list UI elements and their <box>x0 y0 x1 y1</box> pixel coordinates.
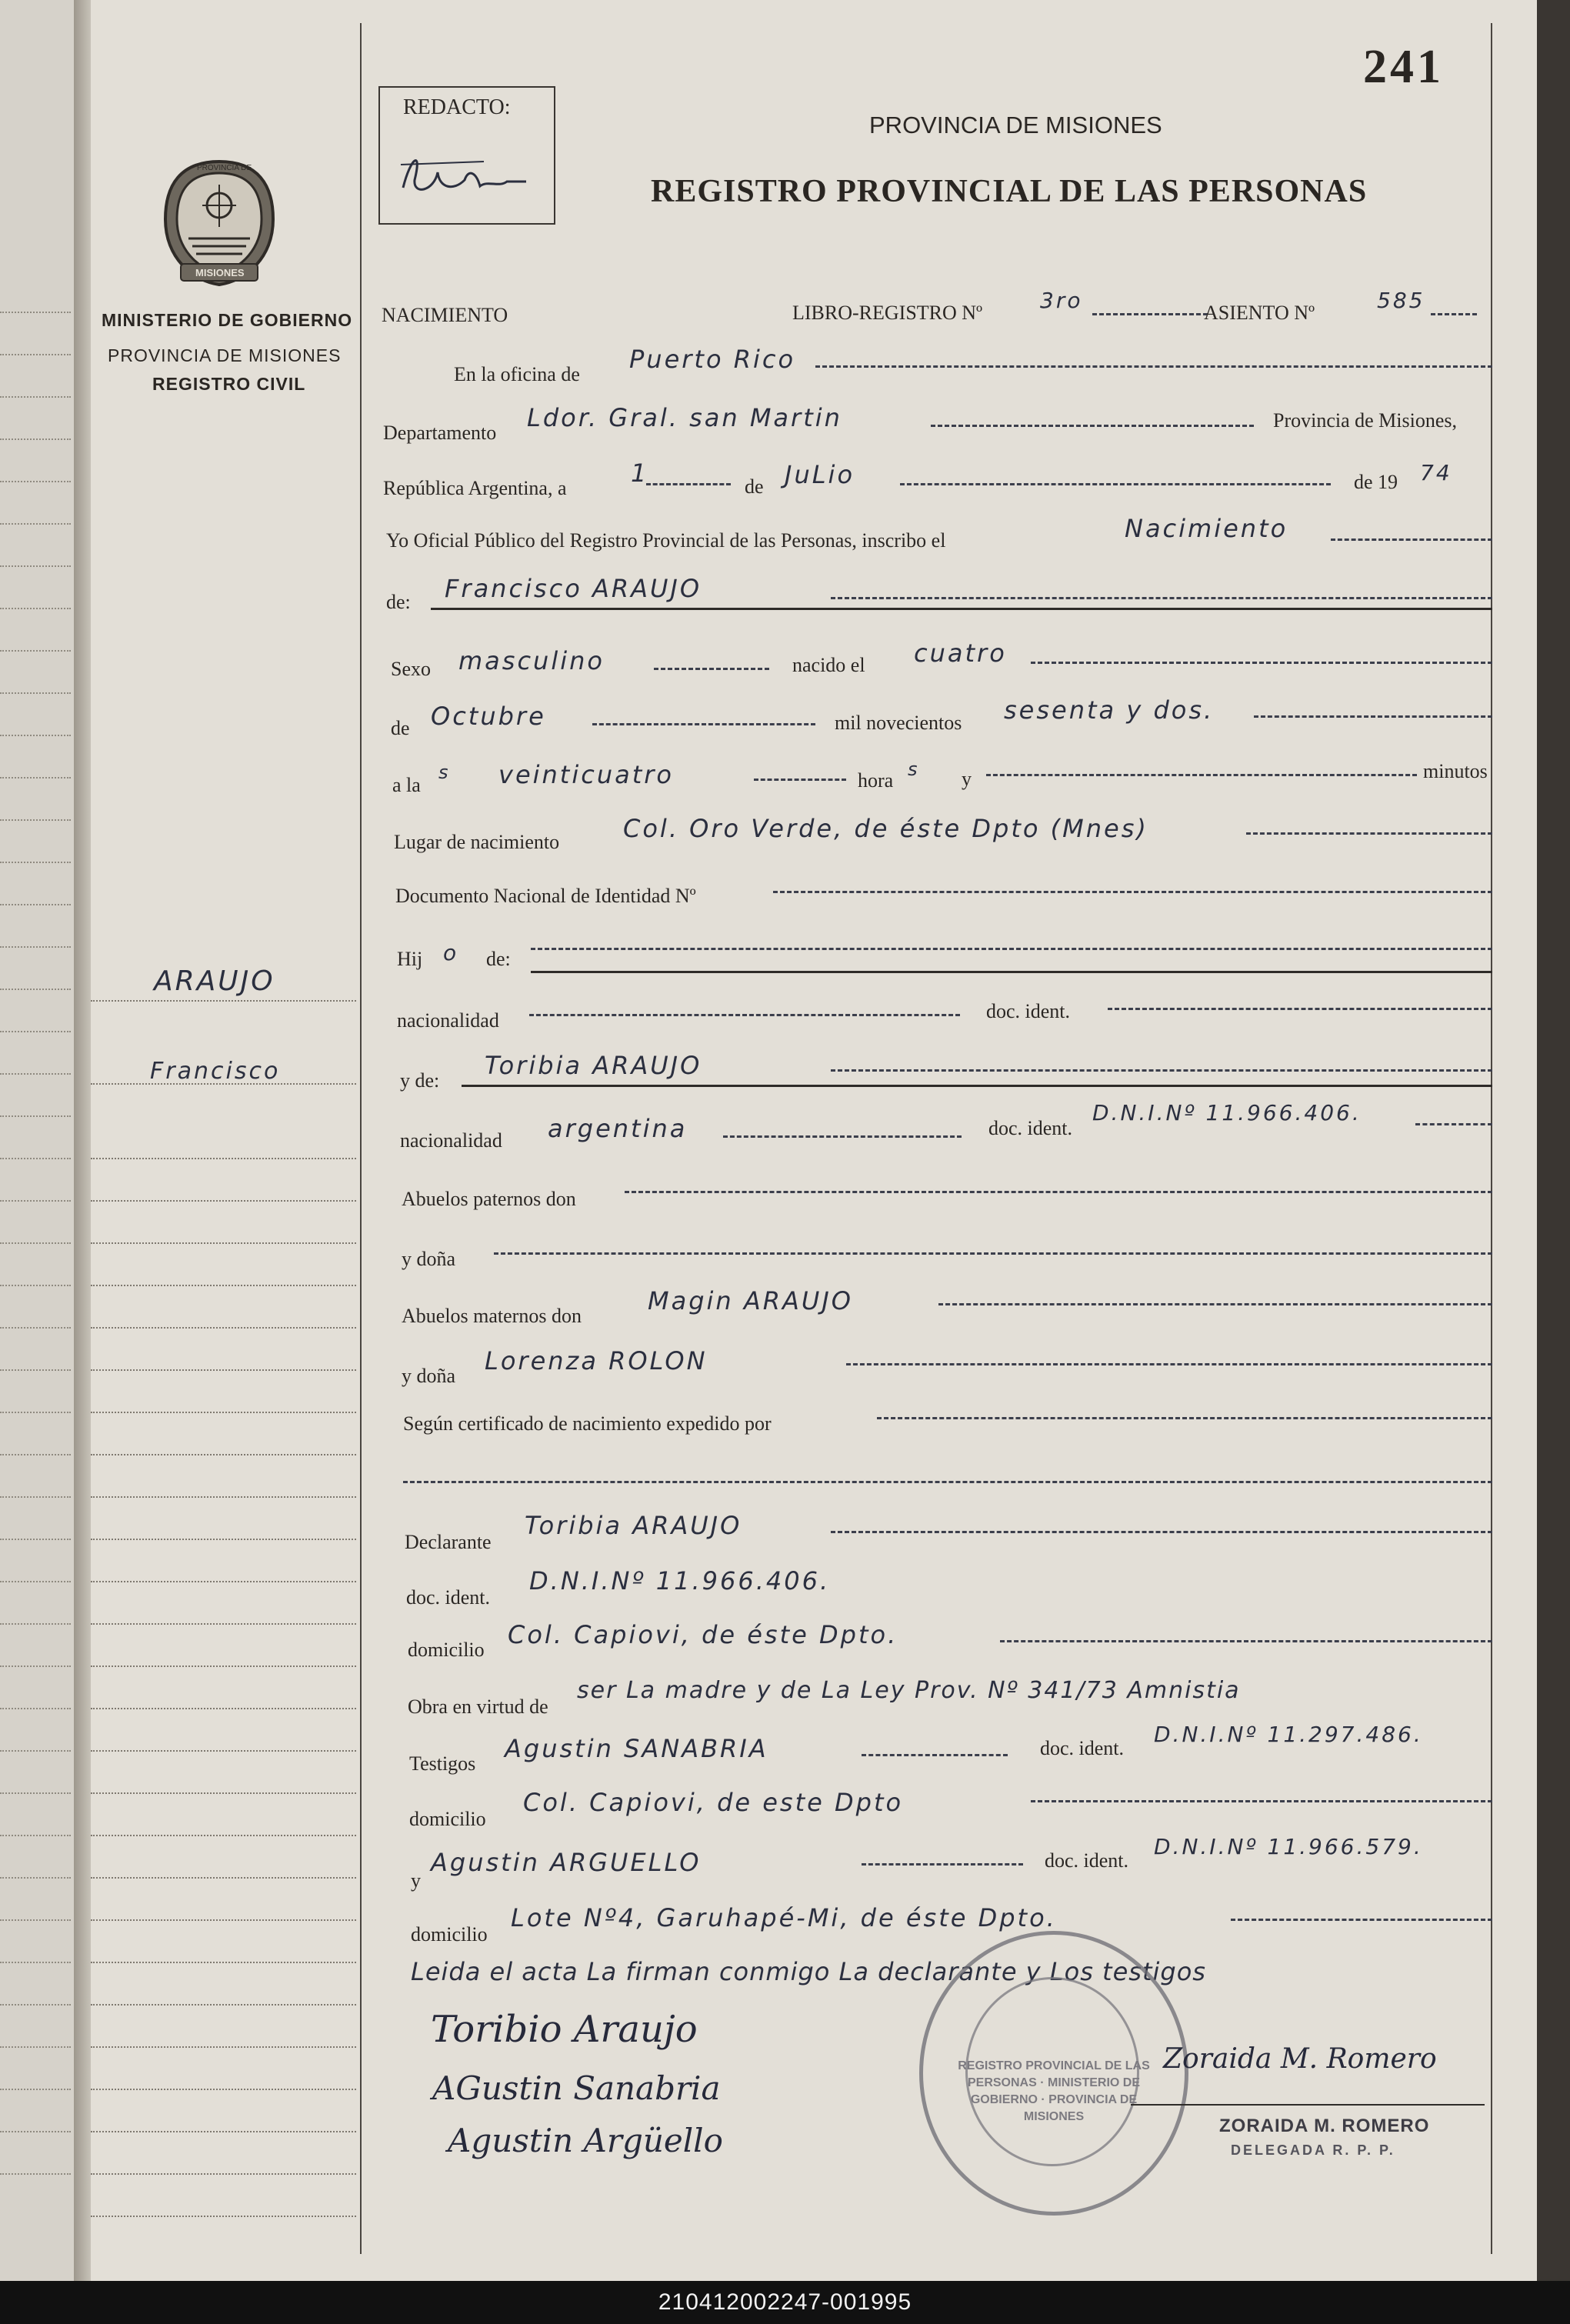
declarante-value: Toribia ARAUJO <box>525 1511 742 1540</box>
province-heading: PROVINCIA DE MISIONES <box>869 112 1162 138</box>
sexo-value: masculino <box>458 646 605 675</box>
birth-month-value: Octubre <box>431 702 546 731</box>
madre-yde-label: y de: <box>400 1069 440 1092</box>
month-value: JuLio <box>785 460 855 489</box>
testigo2-domicilio-value: Lote Nº4, Garuhapé-Mi, de éste Dpto. <box>511 1903 1057 1932</box>
abuela-materna-label: y doña <box>402 1365 456 1387</box>
child-name-value: Francisco ARAUJO <box>445 574 702 603</box>
dni-label: Documento Nacional de Identidad Nº <box>395 885 696 907</box>
round-stamp-text: REGISTRO PROVINCIAL DE LAS PERSONAS · MINISTERIO DE GOBIERNO · PROVINCIA DE MISIONES <box>958 2059 1150 2123</box>
lugar-label: Lugar de nacimiento <box>394 831 560 853</box>
birth-year-value: sesenta y dos. <box>1004 695 1215 725</box>
lugar-value: Col. Oro Verde, de éste Dpto (Mnes) <box>623 814 1148 843</box>
seal-top-text: PROVINCIA DE <box>197 164 252 172</box>
republica-label: República Argentina, a <box>383 477 567 499</box>
sexo-label: Sexo <box>391 658 431 680</box>
mother-nacionalidad-value: argentina <box>548 1114 688 1143</box>
day-value: 1 <box>631 458 649 488</box>
page-number: 241 <box>1363 41 1444 93</box>
abuela-paterna-label: y doña <box>402 1248 456 1270</box>
testigo1-domicilio-value: Col. Capiovi, de este Dpto <box>523 1788 904 1817</box>
departamento-label: Departamento <box>383 422 497 444</box>
seal-bottom-text: MISIONES <box>195 267 245 278</box>
leida-statement: Leida el acta La firman conmigo La declarante y Los testigos <box>411 1957 1206 1986</box>
footer-image-id: 210412002247-001995 <box>0 2281 1570 2324</box>
testigo2-doc-value: D.N.I.Nº 11.966.579. <box>1154 1834 1423 1859</box>
ministry-line2: PROVINCIA DE MISIONES <box>108 345 342 365</box>
departamento-value: Ldor. Gral. san Martin <box>527 403 842 432</box>
declarante-domicilio-value: Col. Capiovi, de éste Dpto. <box>508 1620 898 1649</box>
signature-testigo2: Agustin Argüello <box>448 2122 723 2159</box>
signature-official: Zoraida M. Romero <box>1163 2043 1437 2075</box>
abuelos-paternos-label: Abuelos paternos don <box>402 1188 576 1210</box>
horas-label: hora <box>858 769 894 792</box>
official-round-stamp <box>919 1931 1188 2216</box>
father-doc-ident-label: doc. ident. <box>986 1000 1071 1022</box>
libro-label: LIBRO-REGISTRO Nº <box>792 302 983 324</box>
testigo2-doc-label: doc. ident. <box>1045 1849 1129 1872</box>
previous-page-edge <box>0 0 76 2281</box>
father-nacionalidad-label: nacionalidad <box>397 1009 499 1032</box>
hijo-suffix: o <box>443 940 459 965</box>
declarante-domicilio-label: domicilio <box>408 1639 485 1661</box>
nacido-label: nacido el <box>792 654 865 676</box>
official-title-stamp: DELEGADA R. P. P. <box>1231 2142 1395 2158</box>
nombre-de-label: de: <box>386 591 411 613</box>
mother-name-value: Toribia ARAUJO <box>485 1051 702 1080</box>
signature-declarante: Toribio Araujo <box>431 2008 698 2051</box>
margin-surname: ARAUJO <box>154 965 275 997</box>
asiento-label: ASIENTO Nº <box>1204 302 1315 324</box>
alas-label: a la <box>392 774 421 796</box>
asiento-value: 585 <box>1377 288 1425 313</box>
testigos-label: Testigos <box>409 1752 476 1775</box>
year-value: 74 <box>1420 460 1452 485</box>
hijo-label: Hij <box>397 948 423 970</box>
oficial-statement: Yo Oficial Público del Registro Provincial de las Personas, inscribo el <box>386 529 946 552</box>
redacto-box <box>378 86 555 225</box>
oficina-value: Puerto Rico <box>629 345 796 374</box>
mother-nacionalidad-label: nacionalidad <box>400 1129 502 1152</box>
testigo1-doc-value: D.N.I.Nº 11.297.486. <box>1154 1722 1423 1747</box>
birth-hour-value: veinticuatro <box>498 760 674 789</box>
declarante-doc-value: D.N.I.Nº 11.966.406. <box>529 1566 831 1595</box>
registry-heading: REGISTRO PROVINCIAL DE LAS PERSONAS <box>651 174 1368 209</box>
mother-doc-ident-label: doc. ident. <box>988 1117 1073 1139</box>
testigo2-value: Agustin ARGUELLO <box>431 1848 702 1877</box>
acto-value: Nacimiento <box>1125 514 1288 543</box>
day-de-label: de <box>745 475 764 498</box>
obra-value: ser La madre y de La Ley Prov. Nº 341/73 Amnistia <box>577 1677 1241 1704</box>
ministry-line3: REGISTRO CIVIL <box>152 374 306 394</box>
horas-suffix: s <box>908 759 920 780</box>
abuelos-maternos-label: Abuelos maternos don <box>402 1305 582 1327</box>
obra-label: Obra en virtud de <box>408 1695 548 1718</box>
birth-month-de-label: de <box>391 717 410 739</box>
mother-doc-value: D.N.I.Nº 11.966.406. <box>1092 1100 1362 1125</box>
redacto-label: REDACTO: <box>403 95 511 119</box>
testigo1-value: Agustin SANABRIA <box>505 1734 768 1763</box>
margin-given-name: Francisco <box>150 1058 281 1085</box>
minutes-y-label: y <box>962 768 972 790</box>
libro-value: 3ro <box>1040 288 1083 313</box>
testigo1-doc-label: doc. ident. <box>1040 1737 1125 1759</box>
oficina-label: En la oficina de <box>454 363 580 385</box>
minutos-label: minutos <box>1423 760 1488 782</box>
mil-novecientos-label: mil novecientos <box>835 712 962 734</box>
testigo1-domicilio-label: domicilio <box>409 1808 486 1830</box>
segun-label: Según certificado de nacimiento expedido por <box>403 1412 772 1435</box>
official-name-stamp: ZORAIDA M. ROMERO <box>1219 2116 1430 2136</box>
year-label: de 19 <box>1354 471 1398 493</box>
declarante-label: Declarante <box>405 1531 492 1553</box>
hijo-de-label: de: <box>486 948 511 970</box>
record-type-label: NACIMIENTO <box>382 304 508 326</box>
declarante-doc-label: doc. ident. <box>406 1586 491 1609</box>
abuela-materna-value: Lorenza ROLON <box>485 1346 708 1375</box>
redacto-initials-signature <box>392 126 538 211</box>
provincia-label: Provincia de Misiones, <box>1273 409 1458 432</box>
abuelo-materno-value: Magin ARAUJO <box>648 1286 853 1315</box>
birth-day-value: cuatro <box>914 639 1007 668</box>
register-sheet <box>91 0 1537 2281</box>
signature-testigo1: AGustin Sanabria <box>432 2069 721 2107</box>
testigo2-y-label: y <box>411 1869 421 1892</box>
book-gutter <box>74 0 91 2281</box>
alas-suffix: s <box>438 762 451 783</box>
testigo2-domicilio-label: domicilio <box>411 1923 488 1946</box>
ministry-line1: MINISTERIO DE GOBIERNO <box>102 310 353 330</box>
